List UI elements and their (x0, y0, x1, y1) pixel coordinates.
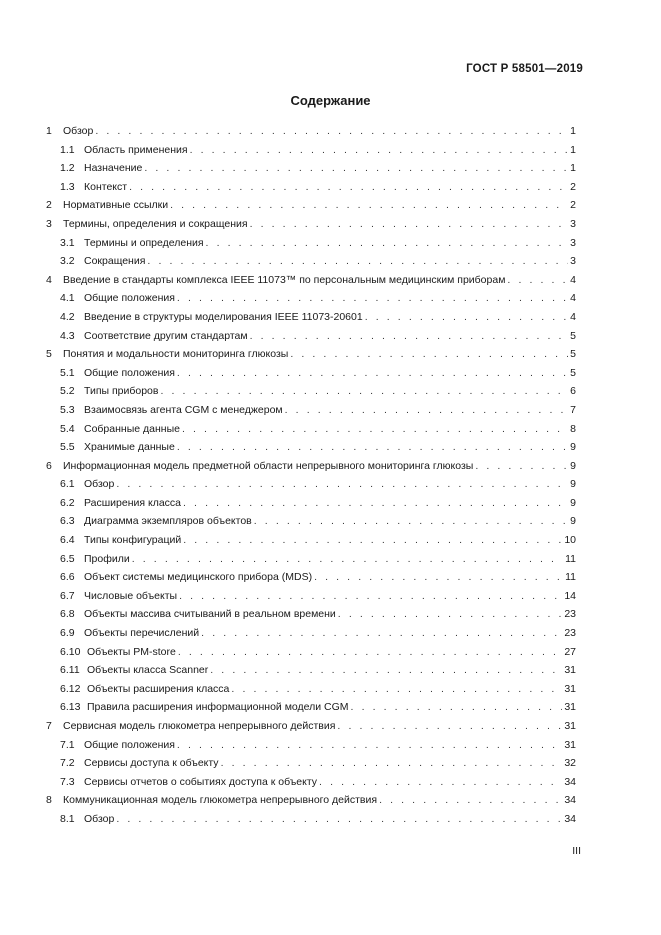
toc-entry-page: 5 (570, 329, 576, 342)
toc-entry-page: 27 (564, 645, 576, 658)
toc-entry-number: 5.5 (60, 441, 75, 454)
toc-entry-number: 4.2 (60, 310, 75, 323)
table-of-contents (46, 122, 576, 829)
toc-dot-leader (221, 754, 563, 773)
toc-entry[interactable] (46, 215, 576, 234)
toc-entry[interactable] (46, 512, 576, 531)
toc-entry-label: Типы приборов (84, 385, 159, 398)
toc-entry-label: Числовые объекты (84, 589, 178, 602)
toc-entry[interactable] (46, 475, 576, 494)
toc-entry-label: Объекты PM-store (87, 645, 176, 658)
toc-entry-number: 6.9 (60, 627, 75, 640)
toc-entry-label: Обзор (63, 125, 94, 137)
toc-entry-page: 11 (565, 571, 576, 584)
toc-entry[interactable] (46, 252, 576, 271)
toc-entry-number: 1 (46, 125, 52, 137)
toc-entry-label: Соответствие другим стандартам (84, 329, 248, 342)
toc-entry[interactable] (46, 550, 576, 569)
toc-dot-leader (144, 159, 568, 178)
toc-entry-number: 6.10 (60, 645, 81, 658)
toc-entry-label: Диаграмма экземпляров объектов (84, 515, 252, 528)
toc-entry-number: 6.1 (60, 478, 75, 491)
toc-dot-leader (314, 568, 563, 587)
toc-entry[interactable] (46, 141, 576, 160)
toc-entry-label: Контекст (84, 180, 128, 193)
toc-entry-page: 23 (564, 608, 576, 621)
toc-entry-number: 3 (46, 217, 52, 230)
toc-entry[interactable] (46, 791, 576, 810)
standard-code: ГОСТ Р 58501—2019 (466, 63, 583, 75)
toc-entry-number: 6 (46, 459, 52, 472)
toc-entry-number: 7.2 (60, 757, 75, 770)
toc-entry[interactable] (46, 308, 576, 327)
toc-entry-label: Введение в структуры моделирования IEEE 11073-20601 (84, 310, 363, 323)
toc-dot-leader (132, 550, 563, 569)
toc-entry-label: Область применения (84, 143, 188, 156)
toc-dot-leader (475, 457, 568, 476)
toc-entry-page: 34 (564, 812, 576, 825)
toc-entry-number: 1.2 (60, 162, 75, 175)
toc-entry[interactable] (46, 587, 576, 606)
toc-entry-label: Объект системы медицинского прибора (MDS) (84, 571, 313, 584)
toc-entry-label: Профили (84, 552, 130, 565)
toc-entry-page: 1 (570, 125, 576, 137)
toc-entry-number: 6.12 (60, 682, 81, 695)
toc-dot-leader (170, 196, 568, 215)
toc-entry-number: 6.5 (60, 552, 75, 565)
toc-entry-page: 6 (570, 385, 576, 398)
toc-entry[interactable] (46, 345, 576, 364)
toc-entry[interactable] (46, 364, 576, 383)
toc-dot-leader (190, 141, 569, 160)
toc-dot-leader (210, 661, 562, 680)
toc-entry[interactable] (46, 327, 576, 346)
toc-dot-leader (290, 345, 568, 364)
toc-entry-label: Общие положения (84, 292, 175, 305)
toc-dot-leader (182, 420, 568, 439)
toc-entry-label: Общие положения (84, 738, 175, 751)
toc-entry-label: Типы конфигураций (84, 534, 182, 547)
toc-entry-page: 8 (570, 422, 576, 435)
toc-entry[interactable] (46, 810, 576, 829)
toc-entry[interactable] (46, 568, 576, 587)
toc-dot-leader (116, 475, 568, 494)
toc-entry-label: Термины, определения и сокращения (63, 217, 248, 230)
toc-entry-page: 9 (570, 496, 576, 509)
toc-entry-label: Сервисная модель глюкометра непрерывного действия (63, 720, 336, 732)
toc-dot-leader (250, 327, 569, 346)
toc-entry[interactable] (46, 438, 576, 457)
toc-entry[interactable] (46, 717, 576, 736)
toc-dot-leader (206, 234, 569, 253)
toc-entry-number: 4 (46, 273, 52, 286)
toc-entry-number: 6.4 (60, 534, 75, 547)
toc-entry[interactable] (46, 754, 576, 773)
toc-dot-leader (338, 605, 563, 624)
toc-entry-page: 34 (564, 794, 576, 807)
toc-entry-label: Информационная модель предметной области непрерывного мониторинга глюкозы (63, 459, 474, 472)
toc-entry-number: 6.8 (60, 608, 75, 621)
toc-dot-leader (95, 122, 568, 141)
toc-entry-number: 5.1 (60, 366, 75, 379)
toc-entry-page: 31 (564, 701, 576, 714)
toc-entry[interactable] (46, 196, 576, 215)
toc-dot-leader (177, 438, 568, 457)
toc-entry-label: Сервисы отчетов о событиях доступа к объекту (84, 775, 318, 788)
toc-entry-label: Общие положения (84, 366, 175, 379)
toc-entry-page: 31 (564, 720, 576, 732)
toc-entry[interactable] (46, 159, 576, 178)
toc-dot-leader (507, 271, 568, 290)
toc-entry-number: 3.2 (60, 255, 75, 268)
toc-entry[interactable] (46, 494, 576, 513)
toc-entry-label: Введение в стандарты комплекса IEEE 11073™ по персональным медицинским приборам (63, 273, 506, 286)
toc-entry-number: 6.6 (60, 571, 75, 584)
toc-entry-number: 5.2 (60, 385, 75, 398)
toc-dot-leader (177, 289, 568, 308)
toc-entry-page: 31 (564, 664, 576, 677)
toc-entry-page: 3 (570, 236, 576, 249)
toc-entry-number: 6.2 (60, 496, 75, 509)
toc-entry-number: 7.3 (60, 775, 75, 788)
toc-entry-label: Понятия и модальности мониторинга глюкозы (63, 348, 289, 361)
toc-dot-leader (319, 773, 562, 792)
toc-entry-page: 10 (564, 534, 576, 547)
toc-entry-page: 2 (570, 199, 576, 212)
toc-entry-label: Обзор (84, 478, 115, 491)
toc-entry-label: Сокращения (84, 255, 146, 268)
toc-entry-number: 5 (46, 348, 52, 361)
toc-dot-leader (183, 531, 562, 550)
toc-entry-page: 9 (570, 515, 576, 528)
toc-entry-number: 7.1 (60, 738, 75, 751)
toc-entry-number: 3.1 (60, 236, 75, 249)
toc-dot-leader (201, 624, 562, 643)
toc-entry-number: 4.1 (60, 292, 75, 305)
toc-dot-leader (179, 587, 562, 606)
toc-entry-label: Объекты класса Scanner (87, 664, 209, 677)
toc-entry[interactable] (46, 401, 576, 420)
toc-entry-number: 7 (46, 720, 52, 732)
toc-entry-label: Расширения класса (84, 496, 181, 509)
toc-entry-number: 1.1 (60, 143, 75, 156)
toc-entry-page: 11 (565, 552, 576, 565)
toc-entry-label: Объекты расширения класса (87, 682, 230, 695)
toc-dot-leader (116, 810, 562, 829)
toc-entry-page: 31 (564, 682, 576, 695)
toc-entry-page: 5 (570, 348, 576, 361)
toc-entry-page: 34 (564, 775, 576, 788)
toc-entry[interactable] (46, 178, 576, 197)
page-number: III (572, 845, 581, 857)
toc-entry-page: 3 (570, 255, 576, 268)
toc-entry-number: 2 (46, 199, 52, 212)
toc-dot-leader (178, 643, 563, 662)
toc-entry-page: 9 (570, 478, 576, 491)
toc-entry-page: 1 (570, 143, 576, 156)
toc-entry-page: 9 (570, 441, 576, 454)
toc-entry[interactable] (46, 271, 576, 290)
toc-entry-label: Назначение (84, 162, 143, 175)
toc-entry-page: 14 (564, 589, 576, 602)
toc-entry-page: 5 (570, 366, 576, 379)
toc-entry[interactable] (46, 773, 576, 792)
toc-dot-leader (147, 252, 568, 271)
toc-entry-label: Взаимосвязь агента CGM с менеджером (84, 403, 283, 416)
toc-entry-label: Хранимые данные (84, 441, 175, 454)
toc-entry[interactable] (46, 234, 576, 253)
toc-entry-number: 5.3 (60, 403, 75, 416)
toc-dot-leader (231, 680, 562, 699)
toc-entry-page: 4 (570, 310, 576, 323)
toc-entry-page: 7 (570, 403, 576, 416)
toc-entry-label: Обзор (84, 812, 115, 825)
toc-entry[interactable] (46, 605, 576, 624)
toc-entry[interactable] (46, 624, 576, 643)
toc-entry[interactable] (46, 457, 576, 476)
toc-entry-label: Собранные данные (84, 422, 180, 435)
toc-entry-page: 3 (570, 217, 576, 230)
toc-dot-leader (177, 364, 568, 383)
toc-entry-page: 32 (564, 757, 576, 770)
toc-entry[interactable] (46, 661, 576, 680)
toc-dot-leader (254, 512, 568, 531)
toc-entry-label: Коммуникационная модель глюкометра непрерывного действия (63, 794, 378, 807)
toc-dot-leader (365, 308, 568, 327)
toc-entry[interactable] (46, 122, 576, 141)
toc-entry[interactable] (46, 420, 576, 439)
toc-entry[interactable] (46, 382, 576, 401)
toc-entry[interactable] (46, 531, 576, 550)
toc-entry-page: 4 (570, 292, 576, 305)
toc-entry-page: 2 (570, 180, 576, 193)
toc-entry[interactable] (46, 643, 576, 662)
toc-entry-number: 6.7 (60, 589, 75, 602)
toc-entry[interactable] (46, 680, 576, 699)
toc-entry-number: 6.13 (60, 701, 81, 714)
toc-dot-leader (177, 736, 562, 755)
toc-entry-number: 4.3 (60, 329, 75, 342)
toc-dot-leader (250, 215, 569, 234)
toc-dot-leader (160, 382, 568, 401)
toc-entry-number: 8 (46, 794, 52, 807)
toc-entry-label: Сервисы доступа к объекту (84, 757, 219, 770)
toc-entry-page: 1 (570, 162, 576, 175)
toc-entry-page: 4 (570, 273, 576, 286)
toc-entry-label: Термины и определения (84, 236, 204, 249)
toc-entry-label: Правила расширения информационной модели CGM (87, 701, 349, 714)
toc-dot-leader (351, 698, 563, 717)
toc-entry-page: 9 (570, 459, 576, 472)
toc-entry[interactable] (46, 736, 576, 755)
toc-entry-number: 6.3 (60, 515, 75, 528)
toc-entry-page: 23 (564, 627, 576, 640)
toc-entry-number: 8.1 (60, 812, 75, 825)
toc-entry-label: Объекты массива считываний в реальном времени (84, 608, 336, 621)
toc-title: Содержание (290, 93, 371, 108)
toc-dot-leader (129, 178, 568, 197)
toc-entry-number: 1.3 (60, 180, 75, 193)
toc-entry-number: 6.11 (60, 664, 80, 677)
toc-entry-number: 5.4 (60, 422, 75, 435)
toc-entry-label: Объекты перечислений (84, 627, 200, 640)
toc-entry[interactable] (46, 698, 576, 717)
toc-dot-leader (337, 717, 562, 736)
toc-entry-page: 31 (564, 738, 576, 751)
toc-dot-leader (183, 494, 568, 513)
toc-dot-leader (285, 401, 569, 420)
toc-dot-leader (379, 791, 562, 810)
toc-entry[interactable] (46, 289, 576, 308)
toc-entry-label: Нормативные ссылки (63, 199, 169, 212)
